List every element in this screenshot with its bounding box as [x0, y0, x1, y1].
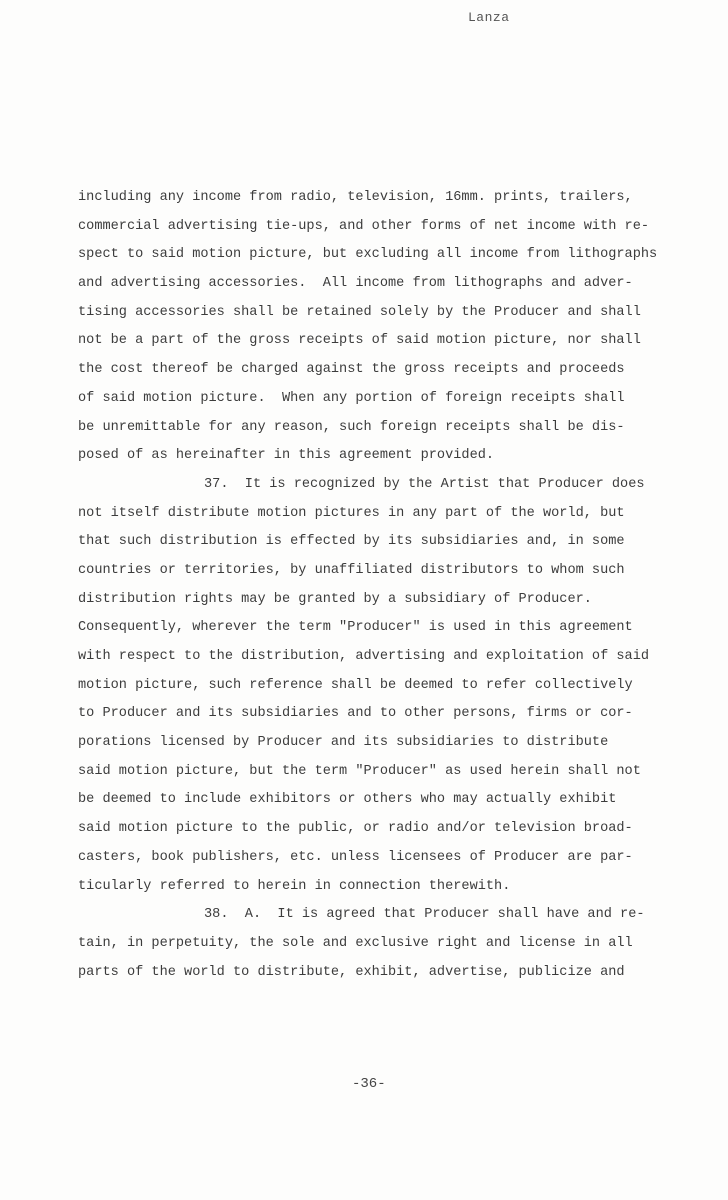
- text-line: countries or territories, by unaffiliated distributors to whom such: [78, 562, 625, 578]
- text-line: including any income from radio, television, 16mm. prints, trailers,: [78, 190, 633, 205]
- text-line: that such distribution is effected by its subsidiaries and, in some: [78, 534, 625, 550]
- header-name: Lanza: [468, 10, 510, 25]
- body-text: [78, 184, 698, 987]
- text-line: porations licensed by Producer and its subsidiaries to distribute: [78, 735, 609, 751]
- text-line: not be a part of the gross receipts of said motion picture, nor shall: [78, 333, 641, 349]
- text-line: Consequently, wherever the term "Producer" is used in this agreement: [78, 620, 633, 636]
- text-line: be unremittable for any reason, such foreign receipts shall be dis-: [78, 419, 625, 435]
- text-line: motion picture, such reference shall be deemed to refer collectively: [78, 677, 633, 693]
- text-line: of said motion picture. When any portion of foreign receipts shall: [78, 390, 625, 406]
- text-line: be deemed to include exhibitors or others who may actually exhibit: [78, 792, 617, 808]
- text-line: ticularly referred to herein in connection therewith.: [78, 878, 511, 894]
- text-line: said motion picture to the public, or radio and/or television broad-: [78, 821, 633, 837]
- text-line: said motion picture, but the term "Producer" as used herein shall not: [78, 763, 641, 779]
- text-line: casters, book publishers, etc. unless licensees of Producer are par-: [78, 849, 633, 865]
- page-number: -36-: [352, 1076, 386, 1092]
- text-line: distribution rights may be granted by a subsidiary of Producer.: [78, 591, 592, 607]
- text-line: commercial advertising tie-ups, and other forms of net income with re-: [78, 218, 650, 234]
- text-line: with respect to the distribution, advertising and exploitation of said: [78, 649, 650, 664]
- text-line: the cost thereof be charged against the gross receipts and proceeds: [78, 362, 625, 378]
- text-line: parts of the world to distribute, exhibit, advertise, publicize and: [78, 964, 625, 980]
- paragraph-38-start: 38. A. It is agreed that Producer shall have and re-: [204, 907, 645, 923]
- text-line: not itself distribute motion pictures in any part of the world, but: [78, 505, 625, 521]
- text-line: tain, in perpetuity, the sole and exclusive right and license in all: [78, 935, 633, 951]
- text-line: tising accessories shall be retained solely by the Producer and shall: [78, 304, 641, 320]
- paragraph-37-start: 37. It is recognized by the Artist that Producer does: [204, 476, 645, 492]
- text-line: and advertising accessories. All income from lithographs and adver-: [78, 276, 633, 292]
- text-line: spect to said motion picture, but excluding all income from lithographs: [78, 247, 658, 263]
- text-line: posed of as hereinafter in this agreement provided.: [78, 448, 495, 464]
- text-line: to Producer and its subsidiaries and to other persons, firms or cor-: [78, 706, 633, 722]
